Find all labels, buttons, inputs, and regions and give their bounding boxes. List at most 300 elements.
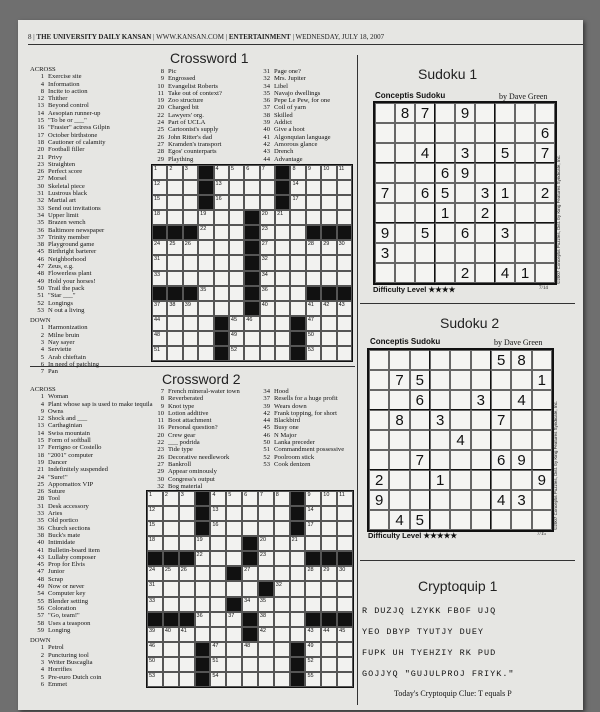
crossword-cell[interactable]	[214, 240, 229, 255]
sudoku-cell[interactable]	[515, 163, 535, 183]
crossword-cell[interactable]	[305, 597, 321, 612]
crossword-cell[interactable]	[210, 506, 226, 521]
sudoku-cell[interactable]: 7	[375, 183, 395, 203]
crossword-cell[interactable]	[275, 346, 290, 361]
crossword-cell[interactable]	[195, 627, 211, 642]
crossword-cell[interactable]	[337, 210, 352, 225]
sudoku-cell[interactable]	[475, 223, 495, 243]
sudoku-cell[interactable]: 5	[495, 143, 515, 163]
sudoku-cell[interactable]: 8	[395, 103, 415, 123]
crossword-cell[interactable]	[290, 165, 305, 180]
sudoku-cell[interactable]	[369, 430, 389, 450]
crossword-cell[interactable]	[321, 195, 336, 210]
sudoku-cell[interactable]	[395, 243, 415, 263]
sudoku-cell[interactable]	[389, 430, 409, 450]
crossword-cell[interactable]	[163, 566, 179, 581]
crossword-cell[interactable]	[167, 210, 182, 225]
crossword-cell[interactable]	[229, 210, 244, 225]
crossword-cell[interactable]	[147, 581, 163, 596]
crossword-cell[interactable]	[321, 566, 337, 581]
sudoku-cell[interactable]: 4	[415, 143, 435, 163]
sudoku-cell[interactable]	[515, 143, 535, 163]
crossword-cell[interactable]	[337, 255, 352, 270]
sudoku-cell[interactable]	[395, 203, 415, 223]
crossword-cell[interactable]	[214, 225, 229, 240]
crossword-cell[interactable]	[275, 286, 290, 301]
sudoku-cell[interactable]	[395, 123, 415, 143]
sudoku-cell[interactable]	[389, 470, 409, 490]
crossword-cell[interactable]	[258, 642, 274, 657]
sudoku-cell[interactable]	[471, 470, 491, 490]
crossword-cell[interactable]	[167, 165, 182, 180]
sudoku-cell[interactable]	[375, 163, 395, 183]
crossword-cell[interactable]	[147, 597, 163, 612]
crossword-cell[interactable]	[167, 180, 182, 195]
crossword-cell[interactable]	[274, 506, 290, 521]
crossword-cell[interactable]	[275, 331, 290, 346]
crossword-cell[interactable]	[183, 316, 198, 331]
sudoku-cell[interactable]	[435, 143, 455, 163]
crossword-cell[interactable]	[229, 225, 244, 240]
crossword-cell[interactable]	[244, 165, 259, 180]
crossword-cell[interactable]	[167, 316, 182, 331]
crossword-cell[interactable]	[275, 240, 290, 255]
sudoku-cell[interactable]	[511, 470, 531, 490]
crossword-cell[interactable]	[260, 316, 275, 331]
crossword-cell[interactable]	[258, 627, 274, 642]
crossword-cell[interactable]	[244, 316, 259, 331]
sudoku-cell[interactable]: 6	[415, 183, 435, 203]
sudoku-cell[interactable]: 8	[511, 350, 531, 370]
crossword-cell[interactable]	[258, 521, 274, 536]
crossword-cell[interactable]	[290, 240, 305, 255]
crossword-cell[interactable]	[183, 271, 198, 286]
crossword-cell[interactable]	[306, 271, 321, 286]
sudoku-cell[interactable]	[410, 470, 430, 490]
crossword-cell[interactable]	[260, 271, 275, 286]
crossword-cell[interactable]	[163, 536, 179, 551]
crossword-cell[interactable]	[167, 195, 182, 210]
crossword-cell[interactable]	[214, 271, 229, 286]
crossword-cell[interactable]	[274, 612, 290, 627]
crossword-cell[interactable]	[290, 180, 305, 195]
sudoku-cell[interactable]	[435, 243, 455, 263]
crossword-cell[interactable]	[195, 597, 211, 612]
crossword-cell[interactable]	[290, 195, 305, 210]
sudoku-cell[interactable]: 4	[495, 263, 515, 283]
crossword-cell[interactable]	[321, 331, 336, 346]
sudoku-cell[interactable]	[410, 350, 430, 370]
sudoku-cell[interactable]	[535, 163, 555, 183]
crossword-cell[interactable]	[183, 165, 198, 180]
crossword-cell[interactable]	[147, 657, 163, 672]
crossword-cell[interactable]	[337, 195, 352, 210]
sudoku-cell[interactable]	[532, 450, 552, 470]
sudoku-cell[interactable]	[430, 350, 450, 370]
crossword-cell[interactable]	[321, 506, 337, 521]
sudoku-cell[interactable]	[455, 123, 475, 143]
sudoku-cell[interactable]	[455, 203, 475, 223]
sudoku-cell[interactable]	[475, 163, 495, 183]
sudoku-cell[interactable]: 1	[435, 203, 455, 223]
crossword-cell[interactable]	[242, 657, 258, 672]
sudoku-cell[interactable]	[515, 183, 535, 203]
sudoku-cell[interactable]	[495, 123, 515, 143]
crossword-cell[interactable]	[321, 316, 336, 331]
crossword-cell[interactable]	[258, 506, 274, 521]
crossword-cell[interactable]	[275, 210, 290, 225]
crossword-cell[interactable]	[305, 642, 321, 657]
crossword-cell[interactable]	[306, 240, 321, 255]
crossword-cell[interactable]	[179, 521, 195, 536]
crossword-cell[interactable]	[321, 597, 337, 612]
crossword-cell[interactable]	[258, 597, 274, 612]
crossword-cell[interactable]	[198, 255, 213, 270]
sudoku-cell[interactable]	[395, 183, 415, 203]
crossword-cell[interactable]	[337, 240, 352, 255]
crossword-cell[interactable]	[321, 180, 336, 195]
crossword-cell[interactable]	[306, 165, 321, 180]
crossword-cell[interactable]	[321, 210, 336, 225]
sudoku-cell[interactable]	[435, 263, 455, 283]
crossword-cell[interactable]	[198, 331, 213, 346]
crossword-cell[interactable]	[167, 301, 182, 316]
crossword-cell[interactable]	[260, 255, 275, 270]
crossword-cell[interactable]	[258, 536, 274, 551]
crossword-cell[interactable]	[337, 657, 353, 672]
sudoku-cell[interactable]	[395, 263, 415, 283]
sudoku-cell[interactable]: 7	[491, 410, 511, 430]
crossword-cell[interactable]	[163, 597, 179, 612]
sudoku-cell[interactable]	[532, 430, 552, 450]
crossword-cell[interactable]	[275, 316, 290, 331]
crossword-cell[interactable]	[321, 240, 336, 255]
crossword-cell[interactable]	[214, 301, 229, 316]
sudoku-cell[interactable]	[369, 450, 389, 470]
crossword-cell[interactable]	[147, 672, 163, 687]
crossword-cell[interactable]	[244, 331, 259, 346]
crossword-cell[interactable]	[305, 566, 321, 581]
sudoku-cell[interactable]	[415, 243, 435, 263]
crossword-cell[interactable]	[242, 506, 258, 521]
crossword-cell[interactable]	[179, 597, 195, 612]
sudoku-cell[interactable]	[389, 350, 409, 370]
crossword-cell[interactable]	[337, 165, 352, 180]
sudoku-cell[interactable]	[389, 390, 409, 410]
crossword-cell[interactable]	[214, 195, 229, 210]
crossword-cell[interactable]	[337, 642, 353, 657]
crossword-cell[interactable]	[274, 657, 290, 672]
crossword-cell[interactable]	[183, 331, 198, 346]
sudoku-cell[interactable]: 5	[415, 223, 435, 243]
crossword-cell[interactable]	[260, 240, 275, 255]
crossword-cell[interactable]	[260, 346, 275, 361]
crossword-cell[interactable]	[163, 672, 179, 687]
sudoku-cell[interactable]	[450, 510, 470, 530]
crossword-cell[interactable]	[274, 597, 290, 612]
crossword-cell[interactable]	[290, 210, 305, 225]
sudoku-cell[interactable]	[410, 410, 430, 430]
crossword-cell[interactable]	[337, 301, 352, 316]
crossword-cell[interactable]	[179, 642, 195, 657]
crossword-cell[interactable]	[306, 331, 321, 346]
sudoku-cell[interactable]	[511, 430, 531, 450]
sudoku-cell[interactable]: 2	[535, 183, 555, 203]
sudoku-cell[interactable]	[450, 350, 470, 370]
sudoku-cell[interactable]	[515, 103, 535, 123]
sudoku-cell[interactable]: 3	[430, 410, 450, 430]
sudoku-cell[interactable]: 1	[532, 370, 552, 390]
sudoku-cell[interactable]: 5	[410, 370, 430, 390]
sudoku-cell[interactable]	[395, 143, 415, 163]
sudoku-cell[interactable]	[495, 103, 515, 123]
crossword-cell[interactable]	[290, 566, 306, 581]
crossword-cell[interactable]	[290, 255, 305, 270]
sudoku-cell[interactable]	[450, 450, 470, 470]
crossword-cell[interactable]	[214, 210, 229, 225]
crossword-cell[interactable]	[229, 346, 244, 361]
sudoku-cell[interactable]	[375, 203, 395, 223]
sudoku-cell[interactable]: 4	[389, 510, 409, 530]
sudoku-cell[interactable]: 9	[369, 490, 389, 510]
crossword-cell[interactable]	[226, 642, 242, 657]
sudoku-cell[interactable]	[471, 450, 491, 470]
crossword-cell[interactable]	[152, 331, 167, 346]
sudoku-cell[interactable]	[375, 263, 395, 283]
sudoku-cell[interactable]	[450, 410, 470, 430]
crossword-cell[interactable]	[226, 627, 242, 642]
crossword-cell[interactable]	[242, 491, 258, 506]
crossword-cell[interactable]	[214, 286, 229, 301]
sudoku-cell[interactable]: 7	[410, 450, 430, 470]
crossword-cell[interactable]	[210, 672, 226, 687]
crossword-cell[interactable]	[198, 240, 213, 255]
sudoku-cell[interactable]: 7	[389, 370, 409, 390]
sudoku-cell[interactable]	[511, 410, 531, 430]
sudoku-cell[interactable]	[430, 390, 450, 410]
crossword-cell[interactable]	[210, 627, 226, 642]
sudoku-cell[interactable]	[435, 223, 455, 243]
sudoku-cell[interactable]	[369, 350, 389, 370]
crossword-cell[interactable]	[321, 271, 336, 286]
crossword-cell[interactable]	[337, 331, 352, 346]
sudoku-cell[interactable]: 5	[410, 510, 430, 530]
crossword-cell[interactable]	[258, 566, 274, 581]
crossword-cell[interactable]	[306, 180, 321, 195]
crossword-cell[interactable]	[198, 271, 213, 286]
sudoku-cell[interactable]: 3	[495, 223, 515, 243]
crossword-cell[interactable]	[195, 536, 211, 551]
crossword-cell[interactable]	[226, 521, 242, 536]
crossword-cell[interactable]	[274, 536, 290, 551]
sudoku-cell[interactable]	[389, 490, 409, 510]
sudoku-cell[interactable]	[475, 243, 495, 263]
sudoku-cell[interactable]: 9	[455, 103, 475, 123]
sudoku-cell[interactable]: 7	[415, 103, 435, 123]
sudoku-cell[interactable]: 3	[471, 390, 491, 410]
crossword-cell[interactable]	[274, 566, 290, 581]
sudoku-cell[interactable]	[389, 450, 409, 470]
crossword-cell[interactable]	[275, 301, 290, 316]
crossword-cell[interactable]	[337, 491, 353, 506]
crossword-cell[interactable]	[274, 551, 290, 566]
crossword-cell[interactable]	[290, 271, 305, 286]
crossword-cell[interactable]	[306, 301, 321, 316]
crossword-cell[interactable]	[198, 225, 213, 240]
crossword-cell[interactable]	[152, 195, 167, 210]
crossword-cell[interactable]	[147, 642, 163, 657]
crossword-cell[interactable]	[337, 581, 353, 596]
crossword-cell[interactable]	[163, 581, 179, 596]
crossword-cell[interactable]	[260, 225, 275, 240]
crossword-cell[interactable]	[337, 180, 352, 195]
crossword-cell[interactable]	[226, 612, 242, 627]
crossword-cell[interactable]	[305, 672, 321, 687]
crossword-cell[interactable]	[179, 657, 195, 672]
sudoku-cell[interactable]	[532, 510, 552, 530]
crossword-cell[interactable]	[210, 581, 226, 596]
sudoku-cell[interactable]: 1	[430, 470, 450, 490]
crossword-cell[interactable]	[152, 240, 167, 255]
crossword-cell[interactable]	[152, 165, 167, 180]
sudoku-cell[interactable]: 2	[475, 203, 495, 223]
crossword-cell[interactable]	[198, 316, 213, 331]
crossword-cell[interactable]	[152, 301, 167, 316]
sudoku-cell[interactable]: 4	[511, 390, 531, 410]
sudoku-cell[interactable]	[435, 123, 455, 143]
crossword-cell[interactable]	[183, 180, 198, 195]
crossword-cell[interactable]	[152, 210, 167, 225]
crossword-cell[interactable]	[210, 536, 226, 551]
crossword-cell[interactable]	[290, 286, 305, 301]
crossword-cell[interactable]	[337, 346, 352, 361]
crossword-cell[interactable]	[167, 331, 182, 346]
crossword-cell[interactable]	[147, 521, 163, 536]
sudoku-cell[interactable]: 9	[455, 163, 475, 183]
sudoku-cell[interactable]: 1	[515, 263, 535, 283]
sudoku-cell[interactable]: 9	[511, 450, 531, 470]
crossword-cell[interactable]	[290, 597, 306, 612]
sudoku-cell[interactable]	[455, 183, 475, 203]
crossword-cell[interactable]	[306, 210, 321, 225]
crossword-cell[interactable]	[275, 255, 290, 270]
crossword-cell[interactable]	[260, 195, 275, 210]
crossword-cell[interactable]	[242, 597, 258, 612]
sudoku-cell[interactable]	[471, 510, 491, 530]
crossword-cell[interactable]	[179, 627, 195, 642]
crossword-cell[interactable]	[337, 597, 353, 612]
crossword-cell[interactable]	[337, 316, 352, 331]
crossword-cell[interactable]	[242, 642, 258, 657]
crossword-cell[interactable]	[226, 581, 242, 596]
crossword-cell[interactable]	[260, 301, 275, 316]
sudoku-cell[interactable]: 3	[455, 143, 475, 163]
crossword-cell[interactable]	[179, 506, 195, 521]
sudoku-cell[interactable]	[471, 350, 491, 370]
crossword-cell[interactable]	[274, 581, 290, 596]
sudoku-cell[interactable]	[532, 490, 552, 510]
crossword-cell[interactable]	[152, 346, 167, 361]
crossword-cell[interactable]	[163, 627, 179, 642]
crossword-cell[interactable]	[229, 165, 244, 180]
sudoku-cell[interactable]	[491, 430, 511, 450]
sudoku-cell[interactable]	[471, 410, 491, 430]
sudoku-cell[interactable]	[475, 143, 495, 163]
crossword-cell[interactable]	[321, 255, 336, 270]
crossword-cell[interactable]	[152, 316, 167, 331]
crossword-cell[interactable]	[321, 642, 337, 657]
crossword-cell[interactable]	[163, 521, 179, 536]
crossword-cell[interactable]	[244, 346, 259, 361]
crossword-cell[interactable]	[305, 627, 321, 642]
sudoku-cell[interactable]	[450, 370, 470, 390]
crossword-cell[interactable]	[163, 506, 179, 521]
sudoku-cell[interactable]	[515, 243, 535, 263]
sudoku-cell[interactable]	[369, 370, 389, 390]
crossword-cell[interactable]	[305, 506, 321, 521]
sudoku-cell[interactable]: 6	[455, 223, 475, 243]
sudoku-cell[interactable]: 4	[491, 490, 511, 510]
crossword-cell[interactable]	[214, 180, 229, 195]
sudoku-cell[interactable]: 2	[369, 470, 389, 490]
sudoku-cell[interactable]	[369, 410, 389, 430]
crossword-cell[interactable]	[260, 331, 275, 346]
crossword-cell[interactable]	[258, 672, 274, 687]
sudoku-cell[interactable]: 2	[455, 263, 475, 283]
crossword-cell[interactable]	[152, 271, 167, 286]
crossword-cell[interactable]	[274, 642, 290, 657]
crossword-cell[interactable]	[290, 627, 306, 642]
sudoku-cell[interactable]	[535, 223, 555, 243]
crossword-cell[interactable]	[275, 225, 290, 240]
crossword-cell[interactable]	[242, 566, 258, 581]
crossword-cell[interactable]	[337, 521, 353, 536]
crossword-cell[interactable]	[152, 255, 167, 270]
sudoku-cell[interactable]: 1	[495, 183, 515, 203]
crossword-cell[interactable]	[242, 581, 258, 596]
crossword-cell[interactable]	[321, 301, 336, 316]
crossword-cell[interactable]	[305, 581, 321, 596]
sudoku-cell[interactable]	[395, 223, 415, 243]
sudoku-cell[interactable]	[415, 123, 435, 143]
sudoku-cell[interactable]	[495, 243, 515, 263]
crossword-cell[interactable]	[290, 612, 306, 627]
crossword-cell[interactable]	[305, 521, 321, 536]
sudoku-cell[interactable]	[511, 370, 531, 390]
sudoku-cell[interactable]	[491, 470, 511, 490]
crossword-cell[interactable]	[321, 536, 337, 551]
crossword-cell[interactable]	[210, 612, 226, 627]
crossword-cell[interactable]	[198, 346, 213, 361]
sudoku-cell[interactable]	[535, 243, 555, 263]
crossword-cell[interactable]	[147, 627, 163, 642]
crossword-cell[interactable]	[306, 346, 321, 361]
crossword-cell[interactable]	[306, 255, 321, 270]
crossword-cell[interactable]	[179, 566, 195, 581]
sudoku-cell[interactable]	[475, 123, 495, 143]
crossword-cell[interactable]	[258, 551, 274, 566]
crossword-cell[interactable]	[183, 240, 198, 255]
sudoku-cell[interactable]: 5	[435, 183, 455, 203]
sudoku-cell[interactable]	[495, 163, 515, 183]
crossword-cell[interactable]	[242, 672, 258, 687]
crossword-cell[interactable]	[290, 301, 305, 316]
crossword-cell[interactable]	[198, 286, 213, 301]
crossword-cell[interactable]	[195, 581, 211, 596]
crossword-cell[interactable]	[183, 195, 198, 210]
crossword-cell[interactable]	[274, 491, 290, 506]
crossword-cell[interactable]	[226, 551, 242, 566]
